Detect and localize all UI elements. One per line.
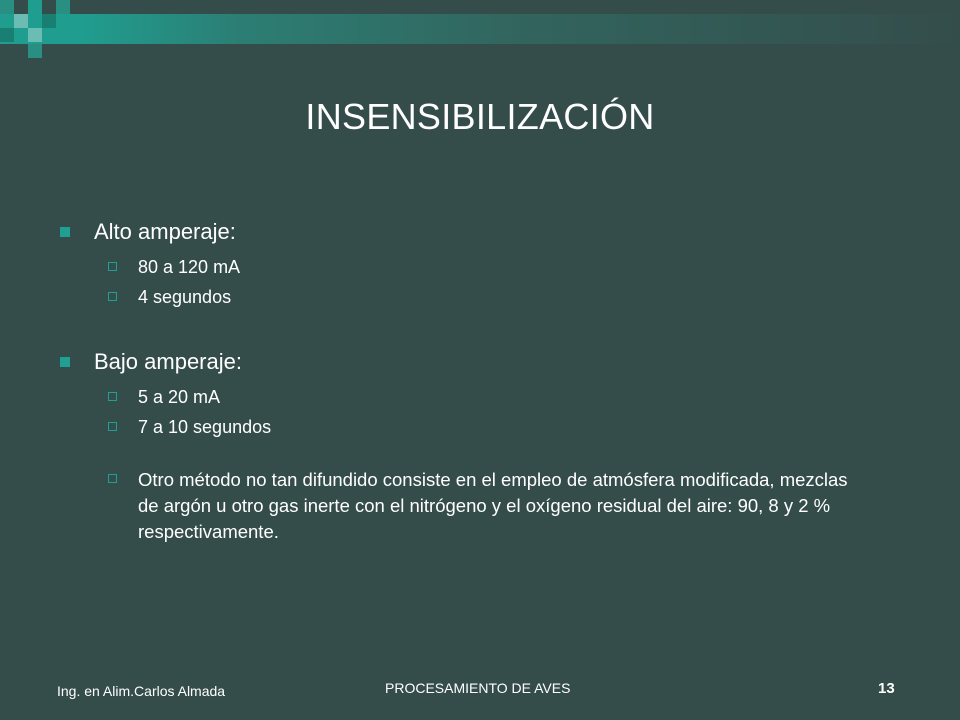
bullet-heading: Bajo amperaje: (94, 349, 242, 374)
bullet-bajo-amperaje (58, 345, 858, 379)
slide-content (58, 215, 858, 545)
footer-course: PROCESAMIENTO DE AVES (385, 680, 571, 696)
sub-bullet-text: 4 segundos (138, 287, 232, 307)
hollow-square-bullet-icon (108, 292, 117, 301)
bullet-heading: Alto amperaje: (94, 219, 236, 244)
sub-bullet (58, 415, 858, 439)
square-bullet-icon (60, 227, 70, 237)
square-bullet-icon (60, 357, 70, 367)
page-number: 13 (878, 680, 895, 697)
decorative-square (28, 28, 42, 42)
sub-bullet (58, 255, 858, 279)
hollow-square-bullet-icon (108, 422, 117, 431)
hollow-square-bullet-icon (108, 392, 117, 401)
decorative-square (56, 0, 70, 14)
decorative-square (0, 0, 14, 14)
decorative-square (14, 14, 28, 28)
sub-bullet-text: 5 a 20 mA (138, 387, 221, 407)
sub-bullet-text: 80 a 120 mA (138, 257, 241, 277)
decorative-square (42, 14, 56, 28)
decorative-top-band (0, 14, 960, 44)
bullet-alto-amperaje (58, 215, 858, 249)
sub-bullet-note (58, 467, 858, 545)
sub-bullet (58, 385, 858, 409)
note-text: Otro método no tan difundido consiste en el empleo de atmósfera modificada, mezclas de argón u otro gas inerte con el nitrógeno y el oxígeno residual del aire: 90, 8 y 2 % respectivamente. (138, 469, 848, 542)
sub-bullet-text: 7 a 10 segundos (138, 417, 272, 437)
sub-bullet (58, 285, 858, 309)
decorative-square (0, 28, 14, 42)
decorative-square (28, 0, 42, 14)
hollow-square-bullet-icon (108, 262, 117, 271)
hollow-square-bullet-icon (108, 474, 117, 483)
footer-author: Ing. en Alim.Carlos Almada (57, 683, 226, 699)
slide-title: INSENSIBILIZACIÓN (305, 96, 655, 137)
decorative-square (28, 44, 42, 58)
